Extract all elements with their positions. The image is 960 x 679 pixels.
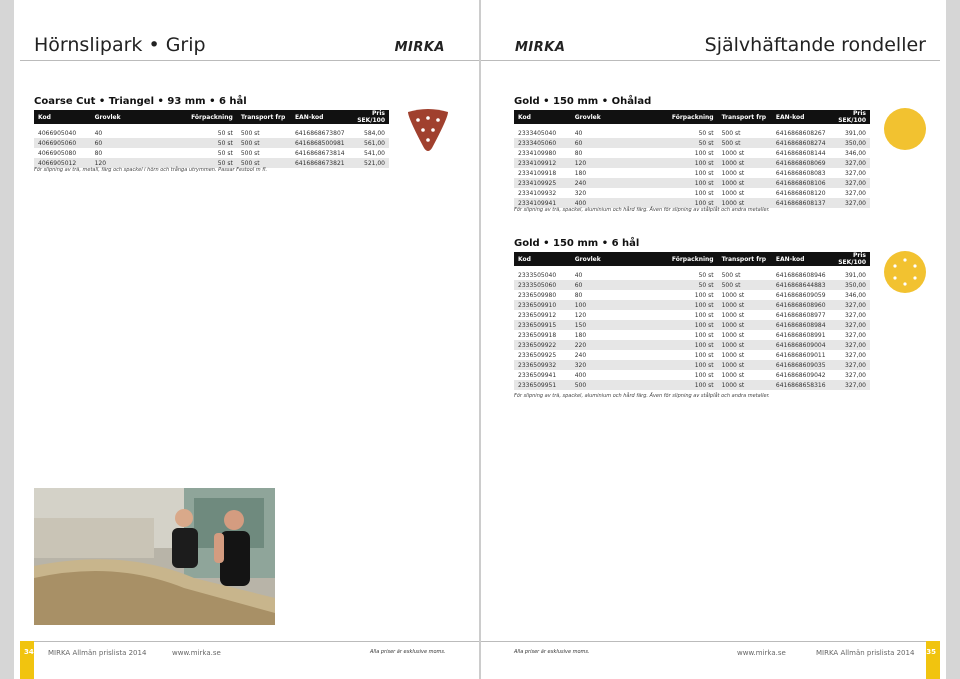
usage-note: För slipning av trä, spackel, aluminium och hård färg. Även för slipning av stålplåt och andra metaller.	[514, 393, 770, 399]
cell-price: 561,00	[349, 138, 389, 148]
cell-code: 2336509951	[514, 380, 571, 390]
table-row	[514, 178, 870, 188]
cell-code: 2336509918	[518, 331, 557, 339]
column-header: Förpackning	[668, 252, 718, 266]
product-table	[34, 110, 389, 168]
cell-pack: 100 st	[668, 178, 718, 188]
cell-grit: 60	[571, 138, 668, 148]
cell-code: 2336509980	[518, 291, 557, 299]
cell-grit: 180	[574, 331, 587, 339]
cell-pack: 50 st	[217, 129, 233, 137]
table-row	[514, 300, 870, 310]
cell-ean: 6416868608069	[772, 158, 830, 168]
cell-transport: 500 st	[237, 138, 291, 148]
cell-pack: 50 st	[668, 280, 718, 290]
table-row	[514, 168, 870, 178]
column-header: Transport frp	[237, 110, 291, 124]
cell-price: 346,00	[845, 149, 866, 157]
cell-pack: 50 st	[698, 129, 714, 137]
table-row	[514, 138, 870, 148]
right-page	[481, 0, 946, 679]
cell-pack: 100 st	[694, 169, 714, 177]
cell-price: 521,00	[349, 158, 389, 168]
cell-transport: 1000 st	[721, 169, 745, 177]
footer-publication: MIRKA Allmän prislista 2014	[48, 649, 147, 657]
cell-grit: 400	[571, 198, 668, 208]
column-header: Förpackning	[668, 110, 718, 124]
cell-transport: 1000 st	[718, 178, 772, 188]
cell-grit: 100	[571, 300, 668, 310]
cell-grit: 400	[574, 371, 587, 379]
footer-accent-bar	[20, 641, 34, 679]
footer-website[interactable]: www.mirka.se	[172, 649, 221, 657]
cell-ean: 6416868609035	[772, 360, 830, 370]
cell-grit: 120	[91, 158, 188, 168]
column-header: Grovlek	[571, 252, 668, 266]
cell-code: 2336509910	[514, 300, 571, 310]
column-header: Transport frp	[718, 252, 772, 266]
cell-pack: 100 st	[694, 291, 714, 299]
cell-transport: 500 st	[721, 271, 741, 279]
table-row	[514, 350, 870, 360]
cell-grit: 320	[574, 189, 587, 197]
cell-ean: 6416868673821	[291, 158, 349, 168]
cell-price: 327,00	[845, 189, 866, 197]
left-margin-band	[0, 0, 14, 679]
mirka-logo: MIRKA	[515, 40, 566, 55]
cell-code: 2336509941	[518, 371, 557, 379]
cell-pack: 50 st	[668, 138, 718, 148]
workshop-photo-illustration	[34, 488, 275, 625]
column-header: Pris SEK/100	[830, 252, 870, 266]
cell-price: 327,00	[830, 340, 870, 350]
cell-price: 327,00	[830, 380, 870, 390]
cell-price: 327,00	[830, 198, 870, 208]
page-title: Självhäftande rondeller	[704, 34, 926, 56]
cell-code: 2334109980	[518, 149, 557, 157]
page-number: 35	[926, 648, 936, 656]
page-title: Hörnslipark • Grip	[34, 34, 206, 56]
footer-accent-bar	[926, 641, 940, 679]
cell-price: 346,00	[845, 291, 866, 299]
header-rule	[481, 60, 940, 61]
cell-price: 327,00	[845, 371, 866, 379]
column-header: Grovlek	[91, 110, 188, 124]
column-header: Kod	[514, 110, 571, 124]
cell-grit: 40	[574, 129, 583, 137]
table-row	[34, 138, 389, 148]
table-row	[514, 360, 870, 370]
cell-ean: 6416868609004	[772, 340, 830, 350]
cell-pack: 100 st	[668, 360, 718, 370]
cell-ean: 6416868608137	[772, 198, 830, 208]
cell-grit: 240	[571, 178, 668, 188]
cell-transport: 500 st	[237, 158, 291, 168]
column-header: Pris SEK/100	[830, 110, 870, 124]
table-row	[514, 128, 870, 138]
cell-price: 327,00	[830, 158, 870, 168]
cell-transport: 1000 st	[718, 380, 772, 390]
cell-pack: 100 st	[668, 340, 718, 350]
cell-transport: 1000 st	[718, 360, 772, 370]
cell-price: 350,00	[830, 138, 870, 148]
column-header: Förpackning	[187, 110, 237, 124]
cell-ean: 6416868608946	[775, 271, 826, 279]
cell-code: 4066905060	[34, 138, 91, 148]
cell-ean: 6416868644883	[772, 280, 830, 290]
column-header: EAN-kod	[291, 110, 349, 124]
section-title: Gold • 150 mm • Ohålad	[514, 96, 652, 107]
section-title: Coarse Cut • Triangel • 93 mm • 6 hål	[34, 96, 247, 107]
cell-transport: 1000 st	[718, 300, 772, 310]
column-header: Kod	[514, 252, 571, 266]
footer-rule	[481, 641, 926, 642]
cell-code: 2336509925	[518, 351, 557, 359]
right-margin-band	[946, 0, 960, 679]
mirka-logo: MIRKA	[394, 40, 445, 55]
table-row	[514, 290, 870, 300]
cell-pack: 50 st	[217, 149, 233, 157]
table-row	[514, 380, 870, 390]
cell-ean: 6416868608960	[772, 300, 830, 310]
cell-price: 327,00	[830, 300, 870, 310]
cell-transport: 500 st	[718, 280, 772, 290]
cell-transport: 1000 st	[718, 320, 772, 330]
table-row	[514, 370, 870, 380]
footer-rule	[34, 641, 479, 642]
column-header: Kod	[34, 110, 91, 124]
footer-vat-note: Alla priser är exklusive moms.	[370, 649, 446, 655]
cell-price: 327,00	[845, 351, 866, 359]
usage-note: För slipning av trä, metall, färg och spackel i hörn och trånga utrymmen. Passar Festool m fl.	[34, 167, 268, 173]
cell-ean: 6416868608274	[772, 138, 830, 148]
cell-price: 584,00	[364, 129, 385, 137]
cell-ean: 6416868608106	[772, 178, 830, 188]
cell-transport: 1000 st	[721, 189, 745, 197]
header-rule	[20, 60, 479, 61]
column-header: EAN-kod	[772, 252, 830, 266]
table-header-row	[514, 252, 870, 266]
cell-grit: 240	[574, 351, 587, 359]
cell-price: 327,00	[845, 311, 866, 319]
cell-ean: 6416868673814	[294, 149, 345, 157]
cell-pack: 100 st	[694, 149, 714, 157]
cell-code: 2333505040	[518, 271, 557, 279]
cell-code: 2333505060	[514, 280, 571, 290]
cell-ean: 6416868500981	[291, 138, 349, 148]
cell-code: 2336509912	[518, 311, 557, 319]
cell-ean: 6416868608267	[775, 129, 826, 137]
table-row	[514, 330, 870, 340]
cell-ean: 6416868609059	[775, 291, 826, 299]
table-row	[514, 148, 870, 158]
cell-transport: 1000 st	[721, 331, 745, 339]
table-row	[34, 148, 389, 158]
cell-price: 327,00	[830, 178, 870, 188]
cell-pack: 100 st	[668, 380, 718, 390]
cell-grit: 150	[571, 320, 668, 330]
cell-ean: 6416868608120	[775, 189, 826, 197]
cell-code: 2334109932	[518, 189, 557, 197]
cell-code: 2334109941	[514, 198, 571, 208]
footer-vat-note: Alla priser är exklusive moms.	[514, 649, 590, 655]
cell-code: 2333405060	[514, 138, 571, 148]
table-row	[34, 128, 389, 138]
cell-grit: 500	[571, 380, 668, 390]
table-header-row	[34, 110, 389, 124]
table-row	[514, 320, 870, 330]
cell-ean: 6416868673807	[294, 129, 345, 137]
triangle-sanding-pad-icon	[404, 108, 452, 154]
cell-pack: 100 st	[694, 331, 714, 339]
cell-code: 4066905040	[38, 129, 77, 137]
gold-disc-6-holes-icon	[884, 251, 926, 293]
workshop-photo	[34, 488, 275, 625]
cell-transport: 1000 st	[718, 340, 772, 350]
table-row	[514, 310, 870, 320]
cell-code: 2334109925	[514, 178, 571, 188]
cell-code: 2333405040	[518, 129, 557, 137]
cell-pack: 100 st	[668, 158, 718, 168]
footer-website[interactable]: www.mirka.se	[737, 649, 786, 657]
table-row	[514, 280, 870, 290]
cell-grit: 180	[574, 169, 587, 177]
cell-transport: 1000 st	[721, 311, 745, 319]
cell-pack: 100 st	[694, 189, 714, 197]
cell-code: 2336509915	[514, 320, 571, 330]
cell-transport: 1000 st	[721, 149, 745, 157]
cell-pack: 50 st	[187, 158, 237, 168]
cell-transport: 500 st	[240, 149, 260, 157]
product-table	[514, 110, 870, 208]
cell-price: 327,00	[845, 169, 866, 177]
cell-transport: 1000 st	[721, 291, 745, 299]
cell-pack: 100 st	[668, 198, 718, 208]
cell-price: 541,00	[364, 149, 385, 157]
cell-ean: 6416868608984	[772, 320, 830, 330]
cell-ean: 6416868658316	[772, 380, 830, 390]
cell-code: 4066905080	[38, 149, 77, 157]
cell-grit: 320	[571, 360, 668, 370]
page-number: 34	[24, 648, 34, 656]
cell-ean: 6416868608977	[775, 311, 826, 319]
cell-grit: 60	[571, 280, 668, 290]
cell-grit: 120	[571, 158, 668, 168]
cell-transport: 1000 st	[718, 198, 772, 208]
cell-price: 391,00	[845, 271, 866, 279]
cell-transport: 1000 st	[721, 351, 745, 359]
cell-grit: 80	[574, 291, 583, 299]
table-row	[514, 188, 870, 198]
cell-pack: 100 st	[694, 351, 714, 359]
cell-ean: 6416868609042	[775, 371, 826, 379]
cell-ean: 6416868608083	[775, 169, 826, 177]
column-header: Grovlek	[571, 110, 668, 124]
column-header: EAN-kod	[772, 110, 830, 124]
left-page	[14, 0, 479, 679]
table-row	[514, 158, 870, 168]
cell-code: 2336509922	[514, 340, 571, 350]
cell-code: 4066905012	[34, 158, 91, 168]
cell-code: 2334109912	[514, 158, 571, 168]
cell-code: 2336509932	[514, 360, 571, 370]
cell-grit: 80	[94, 149, 103, 157]
section-title: Gold • 150 mm • 6 hål	[514, 238, 640, 249]
cell-grit: 80	[574, 149, 583, 157]
table-row	[514, 340, 870, 350]
usage-note: För slipning av trä, spackel, aluminium och hård färg. Även för slipning av stålplåt och andra metaller.	[514, 207, 770, 213]
cell-transport: 500 st	[721, 129, 741, 137]
table-header-row	[514, 110, 870, 124]
gold-disc-icon	[884, 108, 926, 150]
cell-pack: 50 st	[698, 271, 714, 279]
cell-pack: 100 st	[694, 371, 714, 379]
cell-price: 327,00	[845, 331, 866, 339]
cell-transport: 500 st	[718, 138, 772, 148]
cell-price: 327,00	[830, 360, 870, 370]
cell-pack: 100 st	[668, 300, 718, 310]
cell-pack: 100 st	[694, 311, 714, 319]
cell-price: 391,00	[845, 129, 866, 137]
cell-pack: 100 st	[668, 320, 718, 330]
cell-grit: 40	[574, 271, 583, 279]
cell-code: 2334109918	[518, 169, 557, 177]
cell-price: 327,00	[830, 320, 870, 330]
cell-ean: 6416868609011	[775, 351, 826, 359]
cell-grit: 220	[571, 340, 668, 350]
cell-grit: 60	[91, 138, 188, 148]
column-header: Pris SEK/100	[349, 110, 389, 124]
footer-publication: MIRKA Allmän prislista 2014	[816, 649, 915, 657]
cell-ean: 6416868608991	[775, 331, 826, 339]
cell-grit: 120	[574, 311, 587, 319]
cell-price: 350,00	[830, 280, 870, 290]
cell-pack: 50 st	[187, 138, 237, 148]
cell-transport: 500 st	[240, 129, 260, 137]
cell-transport: 1000 st	[721, 371, 745, 379]
table-row	[514, 270, 870, 280]
product-table	[514, 252, 870, 390]
column-header: Transport frp	[718, 110, 772, 124]
cell-grit: 40	[94, 129, 103, 137]
cell-transport: 1000 st	[718, 158, 772, 168]
cell-ean: 6416868608144	[775, 149, 826, 157]
